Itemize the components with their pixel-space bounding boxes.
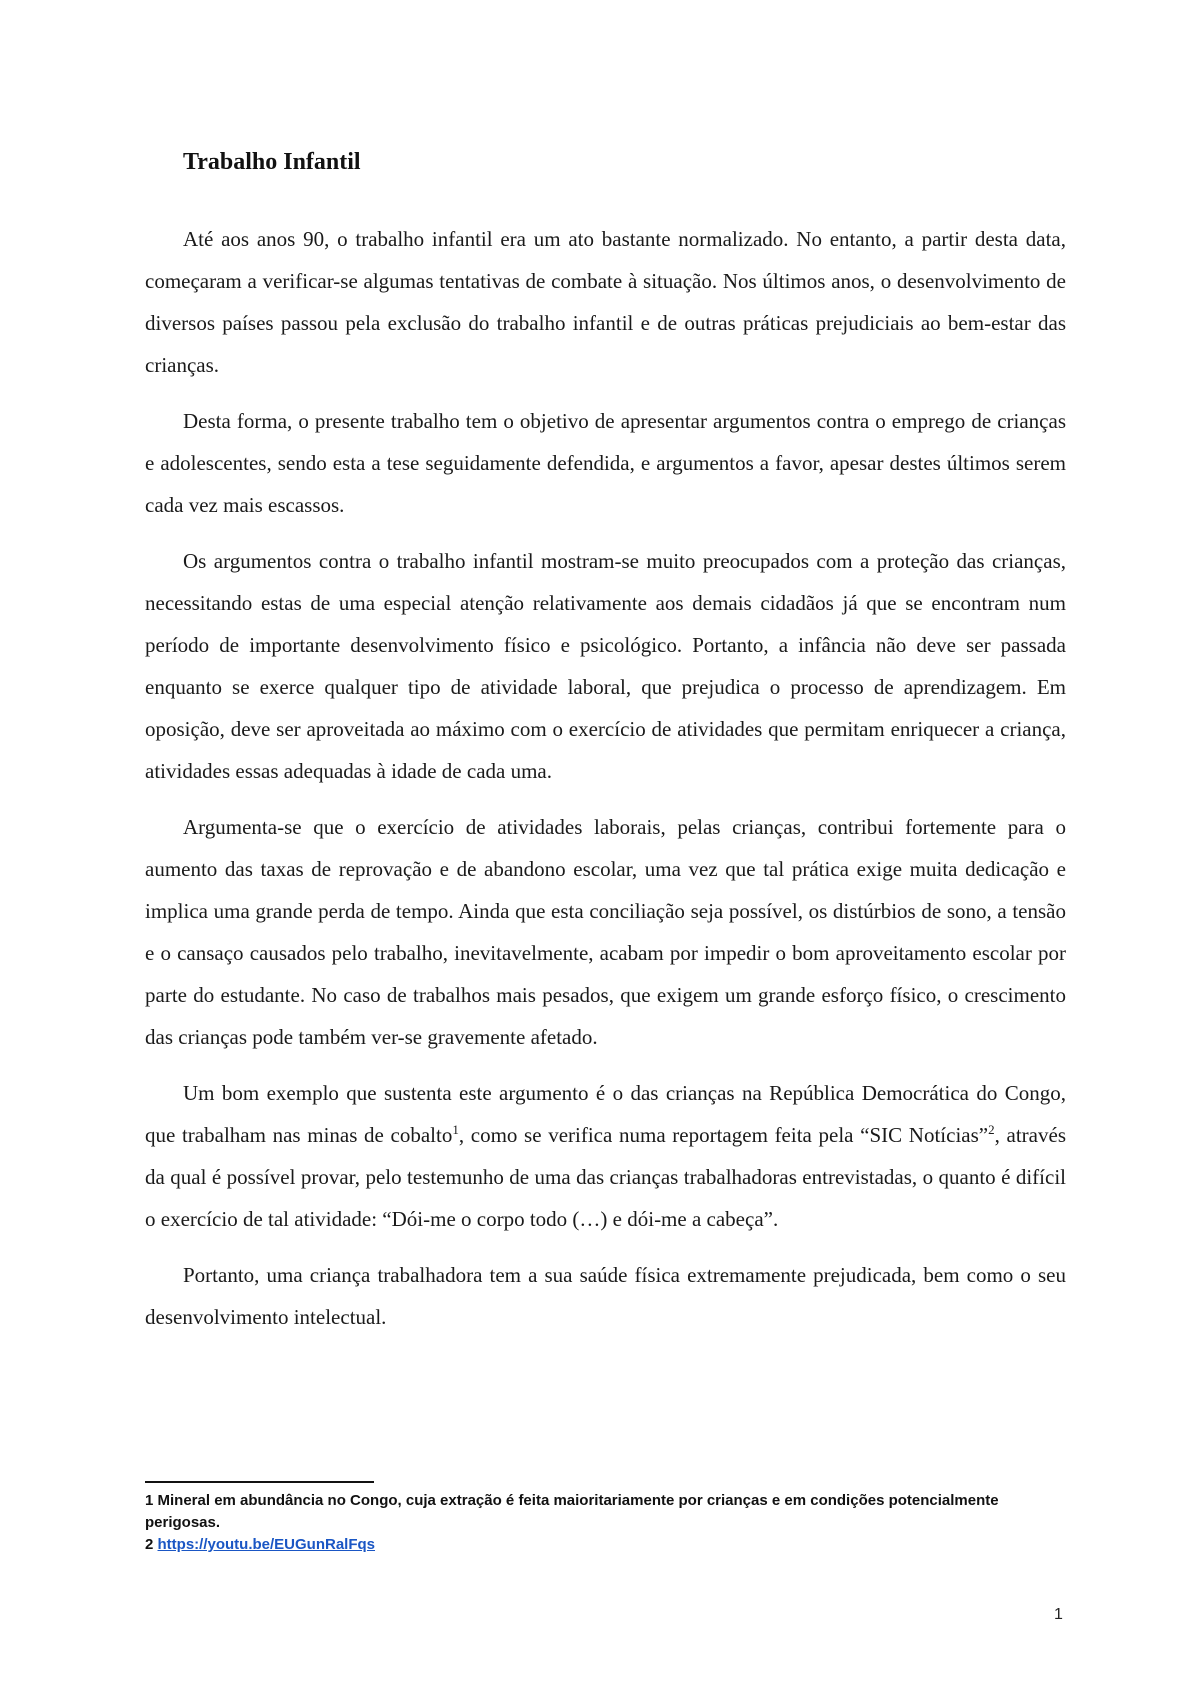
paragraph-intro: Até aos anos 90, o trabalho infantil era um ato bastante normalizado. No entanto, a partir desta data, começaram a verificar-se algumas tentativas de combate à situação. Nos últimos anos, o desenvolvimento de diversos países passou pela exclusão do trabalho infantil e de outras práticas prejudiciais ao bem-estar das crianças. [145,227,1066,377]
footnotes [145,1490,1045,1556]
congo-text-part-2: , como se verifica numa reportagem feita pela “SIC Notícias” [458,1123,989,1147]
footnote-number: 2 [145,1536,154,1553]
footnote-separator [145,1481,374,1483]
paragraph-school-impact: Argumenta-se que o exercício de atividades laborais, pelas crianças, contribui fortemente para o aumento das taxas de reprovação e de abandono escolar, uma vez que tal prática exige muita dedicação e implica uma grande perda de tempo. Ainda que esta conciliação seja possível, os distúrbios de sono, a tensão e o cansaço causados pelo trabalho, inevitavelmente, acabam por impedir o bom aproveitamento escolar por parte do estudante. No caso de trabalhos mais pesados, que exigem um grande esforço físico, o crescimento das crianças pode também ver-se gravemente afetado. [145,815,1066,1049]
paragraph-arguments-against: Os argumentos contra o trabalho infantil mostram-se muito preocupados com a proteção das crianças, necessitando estas de uma especial atenção relativamente aos demais cidadãos já que se encontram num período de importante desenvolvimento físico e psicológico. Portanto, a infância não deve ser passada enquanto se exerce qualquer tipo de atividade laboral, que prejudica o processo de aprendizagem. Em oposição, deve ser aproveitada ao máximo com o exercício de atividades que permitam enriquecer a criança, atividades essas adequadas à idade de cada uma. [145,549,1066,783]
footnote-ref-2[interactable]: 2 [988,1122,995,1137]
paragraph-objective: Desta forma, o presente trabalho tem o objetivo de apresentar argumentos contra o emprego de crianças e adolescentes, sendo esta a tese seguidamente defendida, e argumentos a favor, apesar destes últimos serem cada vez mais escassos. [145,409,1066,517]
footnote-1 [145,1490,1045,1534]
footnote-ref-1[interactable]: 1 [452,1122,459,1137]
document-title: Trabalho Infantil [183,149,361,175]
congo-text-part-3: , através da qual é possível provar, pelo testemunho de uma das crianças trabalhadoras entrevistadas, o quanto é difícil o exercício de tal atividade: “Dói-me o corpo todo (…) e dói-me a cabeça”. [145,1123,1066,1231]
page-number: 1 [1054,1606,1063,1623]
document-body [145,218,1066,1352]
footnote-number: 1 [145,1492,154,1509]
footnote-text: Mineral em abundância no Congo, cuja extração é feita maioritariamente por crianças e em condições potencialmente perigosas. [145,1492,999,1531]
footnote-link[interactable]: https://youtu.be/EUGunRalFqs [157,1536,376,1553]
paragraph-conclusion: Portanto, uma criança trabalhadora tem a sua saúde física extremamente prejudicada, bem como o seu desenvolvimento intelectual. [145,1263,1066,1329]
congo-text-part-1: Um bom exemplo que sustenta este argumento é o das crianças na República Democrática do Congo, que trabalham nas minas de cobalto [145,1081,1066,1147]
footnote-2 [145,1534,1045,1556]
paragraph-congo-example [145,1072,1066,1240]
